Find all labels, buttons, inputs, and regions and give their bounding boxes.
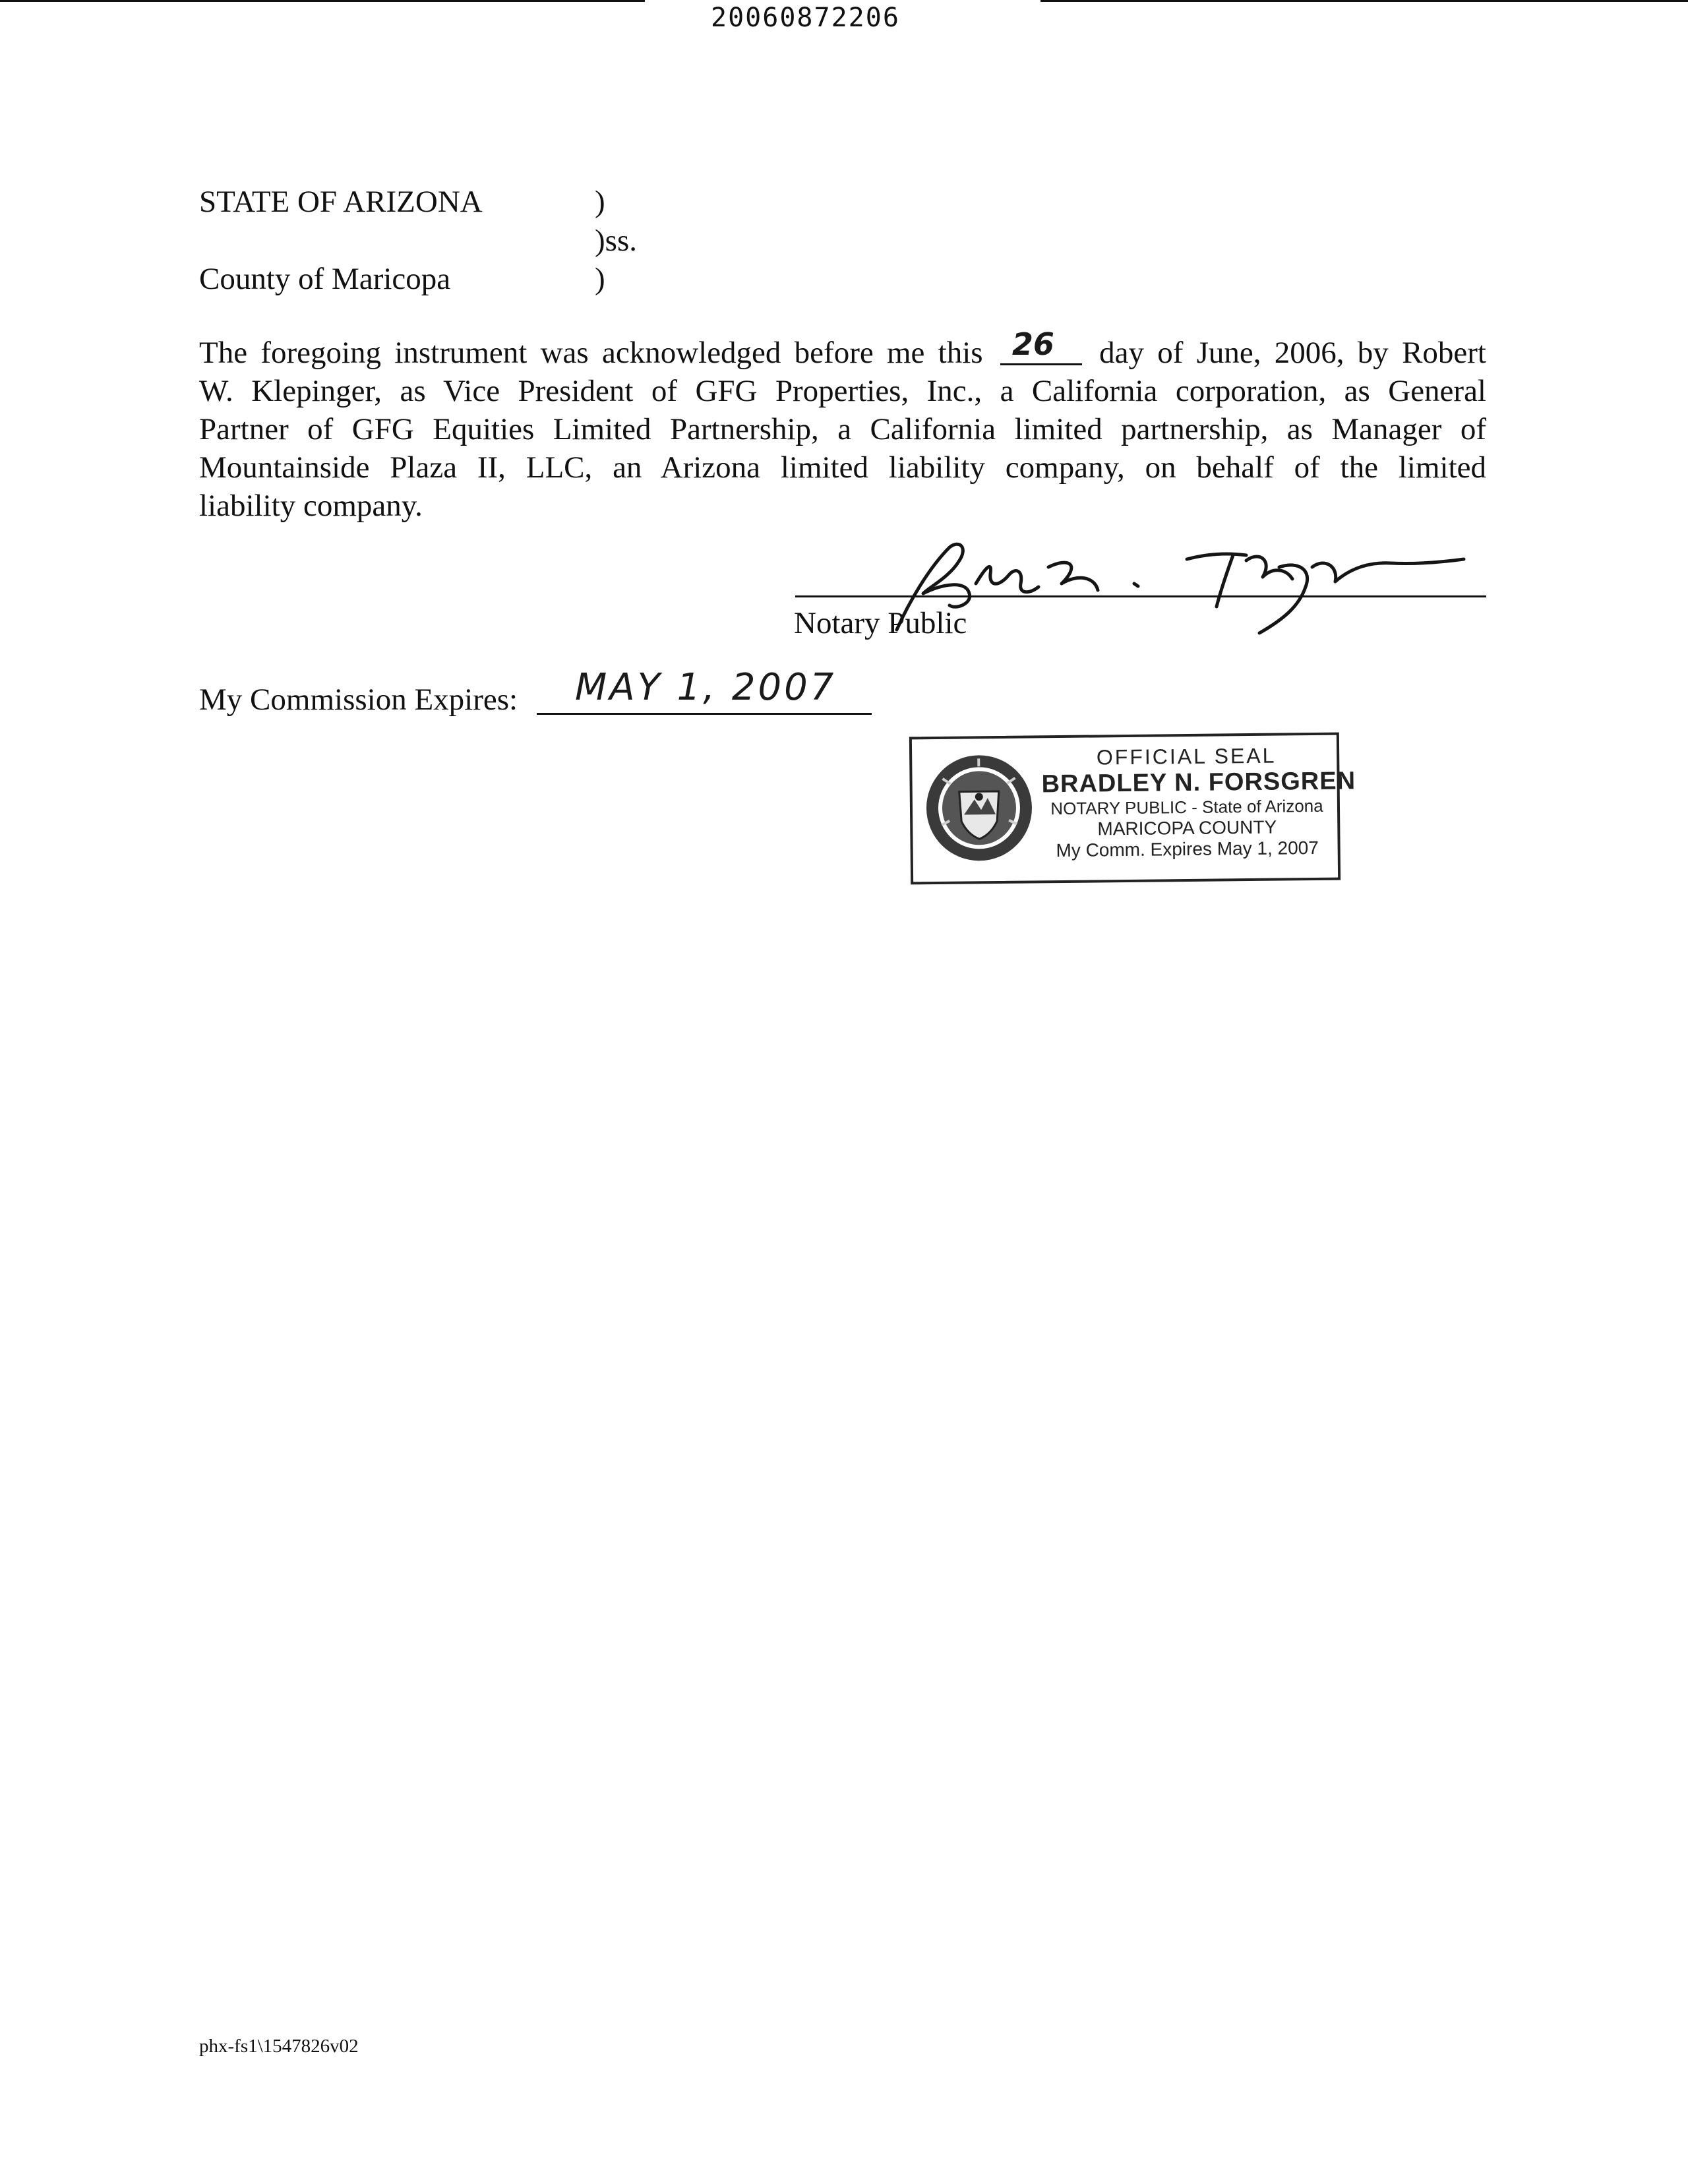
notary-seal-stamp — [909, 733, 1356, 885]
day-handwritten: 26 — [1011, 326, 1054, 362]
document-number: 20060872206 — [711, 3, 900, 33]
top-rule-right — [1040, 0, 1688, 2]
top-rule-left — [0, 0, 645, 2]
commission-date-handwritten: MAY 1, 2007 — [575, 666, 837, 709]
seal-expiration: My Comm. Expires May 1, 2007 — [1056, 837, 1319, 861]
seal-official-label: OFFICIAL SEAL — [1096, 743, 1277, 770]
venue-paren-bottom: ) — [595, 262, 605, 296]
acknowledgment-line-2: W. Klepinger, as Vice President of GFG Properties, Inc., a California corporation, as General — [199, 374, 1486, 408]
signature-line — [795, 595, 1486, 597]
acknowledgment-line-1: The foregoing instrument was acknowledged before me this 26 day of June, 2006, by Robert — [199, 326, 1486, 370]
seal-county: MARICOPA COUNTY — [1097, 816, 1277, 839]
commission-label: My Commission Expires: — [199, 682, 518, 717]
ss-label: )ss. — [595, 224, 637, 258]
seal-notary-title: NOTARY PUBLIC - State of Arizona — [1050, 795, 1323, 819]
seal-notary-name: BRADLEY N. FORSGREN — [1041, 767, 1356, 799]
document-reference: phx-fs1\1547826v02 — [199, 2036, 359, 2057]
acknowledgment-paragraph — [199, 326, 1486, 525]
day-blank — [1000, 326, 1082, 365]
notary-public-label: Notary Public — [794, 606, 967, 640]
venue-paren-top: ) — [595, 185, 605, 219]
acknowledgment-line-4: Mountainside Plaza II, LLC, an Arizona limited liability company, on behalf of the limited — [199, 450, 1486, 485]
commission-line — [537, 713, 872, 715]
state-label: STATE OF ARIZONA — [199, 185, 483, 219]
acknowledgment-line-5: liability company. — [199, 489, 423, 523]
county-label: County of Maricopa — [199, 262, 451, 296]
acknowledgment-line-3: Partner of GFG Equities Limited Partnership, a California limited partnership, as Manager of — [199, 412, 1486, 446]
arizona-state-seal-icon — [922, 751, 1036, 864]
seal-text-block — [1041, 743, 1356, 862]
